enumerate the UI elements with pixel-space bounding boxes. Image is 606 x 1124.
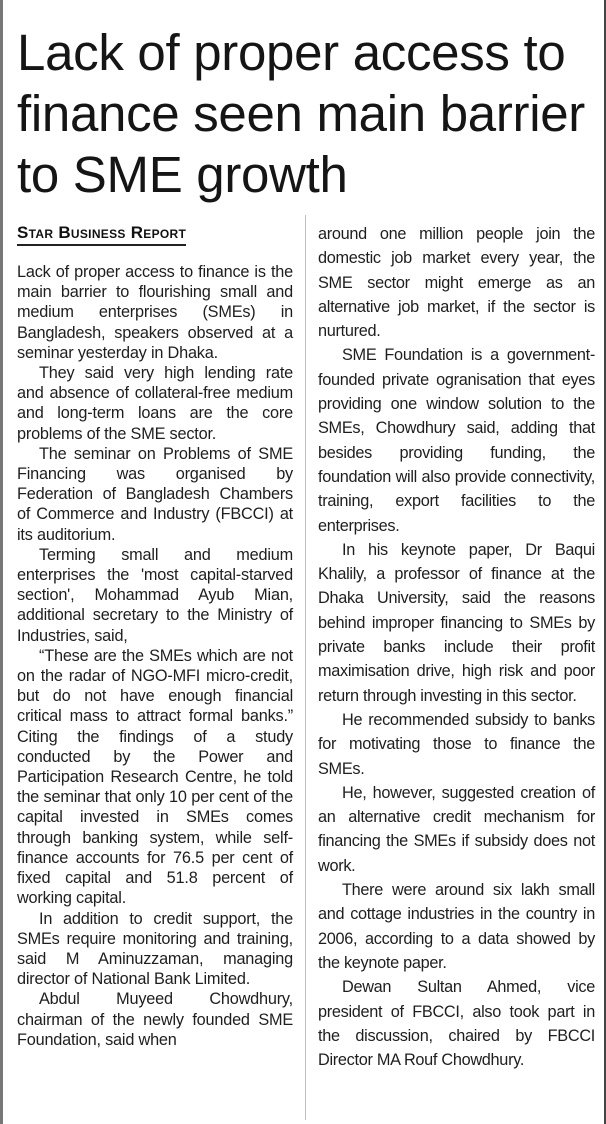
paragraph: Abdul Muyeed Chowdhury, chairman of the newly founded SME Foundation, said when [17,990,293,1049]
paragraph: Terming small and medium enterprises the 'most capital-starved section', Mohammad Ayub Mian, additional secretary to the Ministry of Industries, said, [17,545,293,645]
article-column-left [17,262,293,1050]
paragraph: around one million people join the domestic job market every year, the SME sector might emerge as an alternative job market, if the sector is nurtured. [318,225,595,341]
paragraph: He, however, suggested creation of an alternative credit mechanism for financing the SMEs if subsidy does not work. [318,783,595,875]
paragraph: They said very high lending rate and absence of collateral-free medium and long-term loans are the core problems of the SME sector. [17,364,293,443]
paragraph: SME Foundation is a government-founded private ogranisation that eyes providing one window solution to the SMEs, Chowdhury said, adding that besides providing funding, the foundation will also provide connectivity, training, export facilities to the enterprises. [318,346,595,535]
paragraph: There were around six lakh small and cottage industries in the country in 2006, according to a data showed by the keynote paper. [318,881,595,972]
paragraph: In his keynote paper, Dr Baqui Khalily, a professor of finance at the Dhaka University, said the reasons behind improper financing to SMEs by private banks include their profit maximisation drive, high risk and poor return through investing in this sector. [318,540,595,705]
paragraph: “These are the SMEs which are not on the radar of NGO-MFI micro-credit, but do not have enough financial critical mass to attract formal banks.” Citing the findings of a study conducted by the Power and Participation Research Centre, he told the seminar that only 10 per cent of the capital invested in SMEs comes through banking system, while self-finance accounts for 76.5 per cent of fixed capital and 51.8 percent of working capital. [17,646,293,908]
article-headline: Lack of proper access to finance seen main barrier to SME growth [17,24,585,203]
article-column-right [318,222,595,1072]
paragraph: Lack of proper access to finance is the main barrier to flourishing small and medium enterprises (SMEs) in Bangladesh, speakers observed at a seminar yesterday in Dhaka. [17,263,293,362]
paragraph: The seminar on Problems of SME Financing was organised by Federation of Bangladesh Chambers of Commerce and Industry (FBCCI) at its auditorium. [17,444,293,544]
paragraph: He recommended subsidy to banks for motivating those to finance the SMEs. [318,710,595,778]
article-byline: Star Business Report [17,223,186,246]
paragraph: Dewan Sultan Ahmed, vice president of FBCCI, also took part in the discussion, chaired by FBCCI Director MA Rouf Chowdhury. [318,978,595,1070]
column-divider [305,215,306,1120]
paragraph: In addition to credit support, the SMEs require monitoring and training, said M Aminuzzaman, managing director of National Bank Limited. [17,909,293,989]
